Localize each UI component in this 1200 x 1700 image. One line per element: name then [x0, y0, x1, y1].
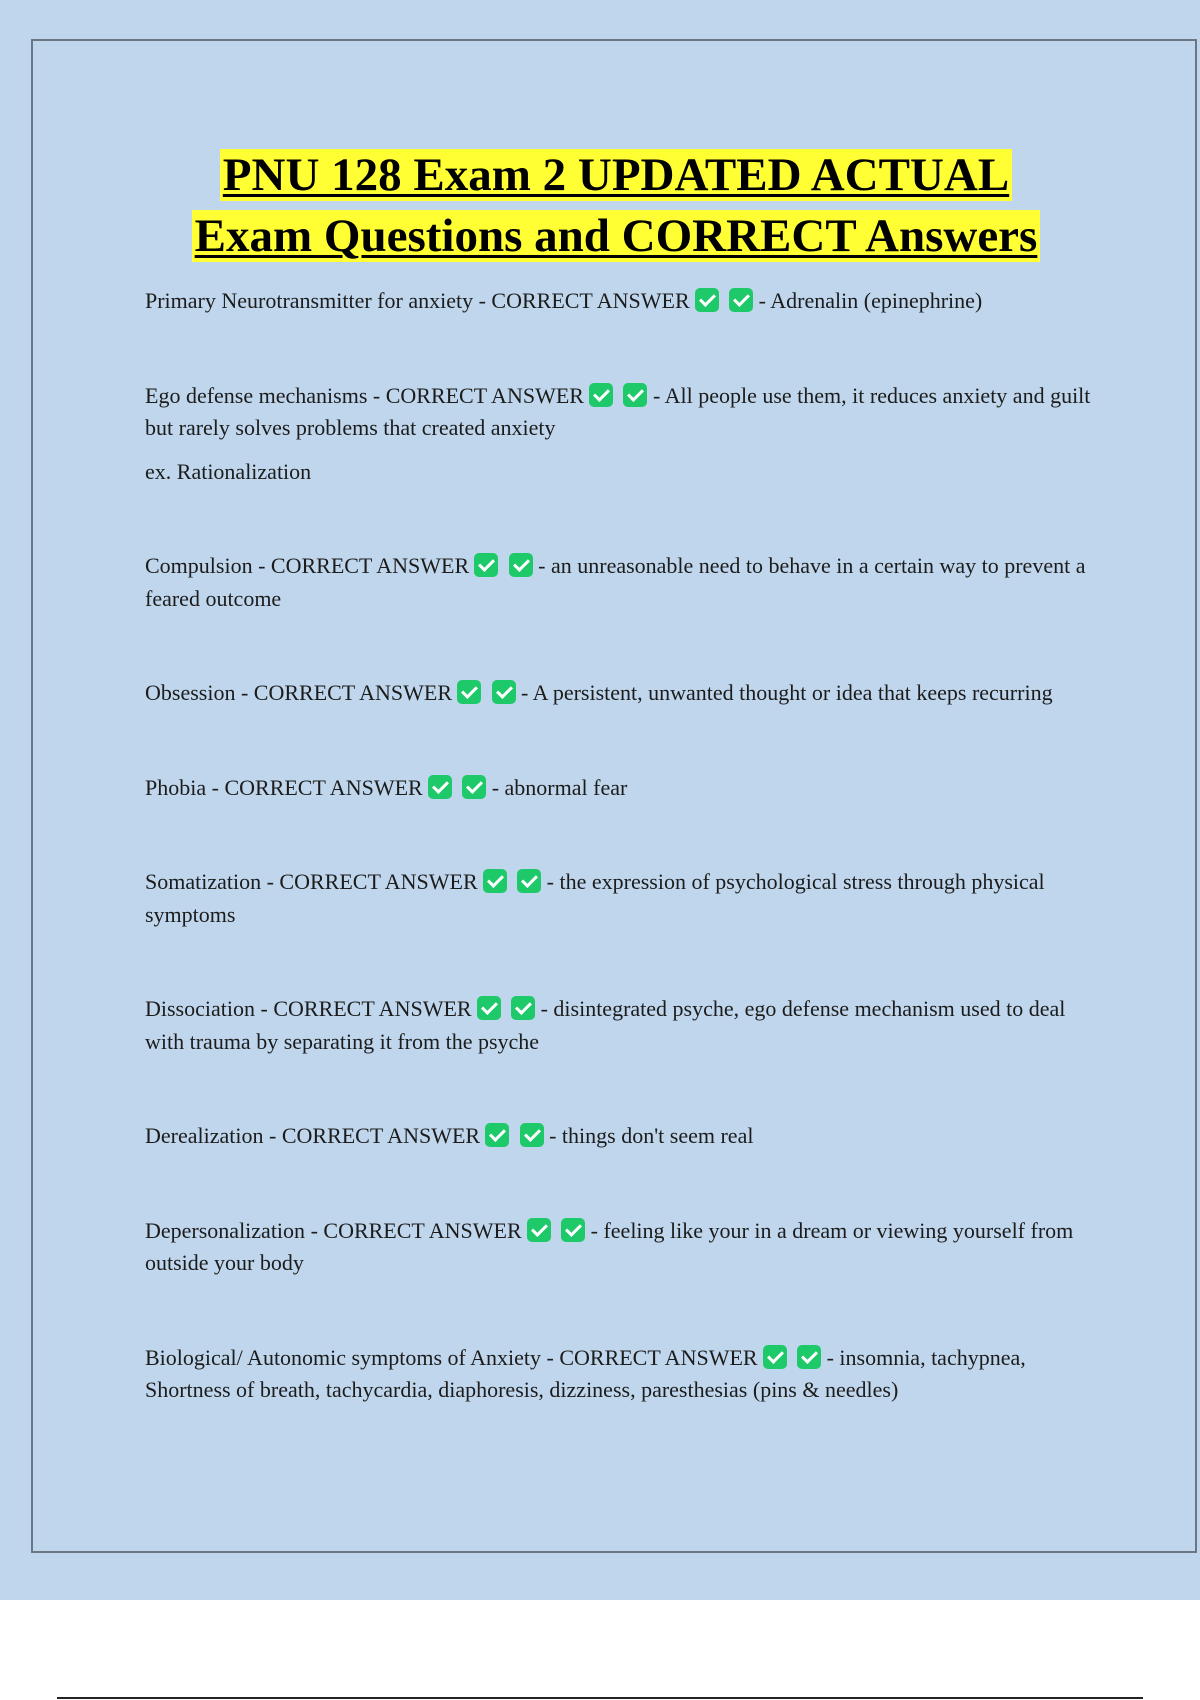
qa-term: Depersonalization [145, 1217, 306, 1243]
qa-example [145, 456, 1095, 489]
qa-answer: disintegrated psyche, ego defense mechanism used to deal with trauma by separating it from the psyche [145, 996, 1066, 1054]
qa-term: Primary Neurotransmitter for anxiety [145, 288, 474, 313]
qa-answer: insomnia, tachypnea, Shortness of breath, tachycardia, diaphoresis, dizziness, paresthesias (pins & needles) [145, 1344, 1026, 1402]
qa-answer: All people use them, it reduces anxiety and guilt but rarely solves problems that created anxiety [145, 382, 1091, 440]
check-mark-icon [492, 680, 516, 704]
qa-term: Compulsion [145, 553, 253, 578]
check-mark-icon [474, 553, 498, 577]
qa-example-text: ex. Rationalization [145, 458, 312, 484]
qa-item: Ego defense mechanisms - CORRECT ANSWER - All people use them, it reduces anxiety and guilt but rarely solves problems that created anxiety [145, 382, 1091, 440]
qa-answer: abnormal fear [504, 774, 628, 800]
qa-answer: A persistent, unwanted thought or idea that keeps recurring [532, 680, 1053, 705]
qa-marker: CORRECT ANSWER [559, 1344, 758, 1370]
check-mark-icon [457, 680, 481, 704]
qa-item: Derealization - CORRECT ANSWER - things don't seem real [145, 1123, 754, 1148]
qa-item: Depersonalization - CORRECT ANSWER - feeling like your in a dream or viewing yourself from outside your body [145, 1217, 1074, 1275]
qa-term: Dissociation [145, 996, 255, 1021]
qa-marker: CORRECT ANSWER [281, 1123, 481, 1148]
qa-marker: CORRECT ANSWER [273, 996, 472, 1021]
qa-marker: CORRECT ANSWER [323, 1217, 522, 1243]
check-mark-icon [483, 869, 507, 893]
check-mark-icon [695, 288, 719, 312]
check-mark-icon [527, 1218, 551, 1242]
qa-list [145, 285, 1095, 1407]
qa-marker: CORRECT ANSWER [253, 680, 453, 705]
qa-term: Obsession [145, 680, 236, 705]
qa-answer: an unreasonable need to behave in a certain way to prevent a feared outcome [145, 553, 1086, 611]
footer-rule [57, 1697, 1143, 1699]
qa-item: Dissociation - CORRECT ANSWER - disintegrated psyche, ego defense mechanism used to deal with trauma by separating it from the psyche [145, 996, 1066, 1054]
qa-marker: CORRECT ANSWER [385, 382, 584, 408]
check-mark-icon [589, 383, 613, 407]
qa-item: Compulsion - CORRECT ANSWER - an unreasonable need to behave in a certain way to prevent a feared outcome [145, 553, 1086, 611]
qa-answer: things don't seem real [561, 1123, 754, 1148]
title-line-1: PNU 128 Exam 2 UPDATED ACTUAL [220, 149, 1012, 201]
qa-marker: CORRECT ANSWER [279, 869, 478, 894]
qa-item: Somatization - CORRECT ANSWER - the expression of psychological stress through physical symptoms [145, 869, 1045, 927]
qa-term: Somatization [145, 869, 262, 894]
check-mark-icon [797, 1345, 821, 1369]
check-mark-icon [462, 775, 486, 799]
qa-term: Derealization [145, 1123, 264, 1148]
check-mark-icon [511, 996, 535, 1020]
check-mark-icon [729, 288, 753, 312]
qa-marker: CORRECT ANSWER [224, 774, 423, 800]
check-mark-icon [428, 775, 452, 799]
check-mark-icon [623, 383, 647, 407]
check-mark-icon [509, 553, 533, 577]
check-mark-icon [517, 869, 541, 893]
document-title [31, 145, 1200, 267]
check-mark-icon [485, 1123, 509, 1147]
qa-marker: CORRECT ANSWER [270, 553, 470, 578]
title-line-2: Exam Questions and CORRECT Answers [192, 210, 1041, 262]
qa-answer: feeling like your in a dream or viewing yourself from outside your body [145, 1217, 1074, 1275]
qa-marker: CORRECT ANSWER [491, 288, 690, 313]
qa-answer: Adrenalin (epinephrine) [770, 288, 983, 313]
qa-answer: the expression of psychological stress through physical symptoms [145, 869, 1045, 927]
qa-item: Biological/ Autonomic symptoms of Anxiety - CORRECT ANSWER - insomnia, tachypnea, Shortness of breath, tachycardia, diaphoresis, dizziness, paresthesias (pins & needles) [145, 1344, 1026, 1402]
check-mark-icon [477, 996, 501, 1020]
qa-term: Ego defense mechanisms [145, 382, 368, 408]
check-mark-icon [520, 1123, 544, 1147]
check-mark-icon [561, 1218, 585, 1242]
qa-item: Obsession - CORRECT ANSWER - A persistent, unwanted thought or idea that keeps recurring [145, 680, 1053, 705]
check-mark-icon [763, 1345, 787, 1369]
qa-item: Primary Neurotransmitter for anxiety - CORRECT ANSWER - Adrenalin (epinephrine) [145, 288, 983, 313]
qa-item: Phobia - CORRECT ANSWER - abnormal fear [145, 774, 628, 800]
qa-term: Biological/ Autonomic symptoms of Anxiety [145, 1344, 541, 1370]
qa-term: Phobia [145, 774, 207, 800]
